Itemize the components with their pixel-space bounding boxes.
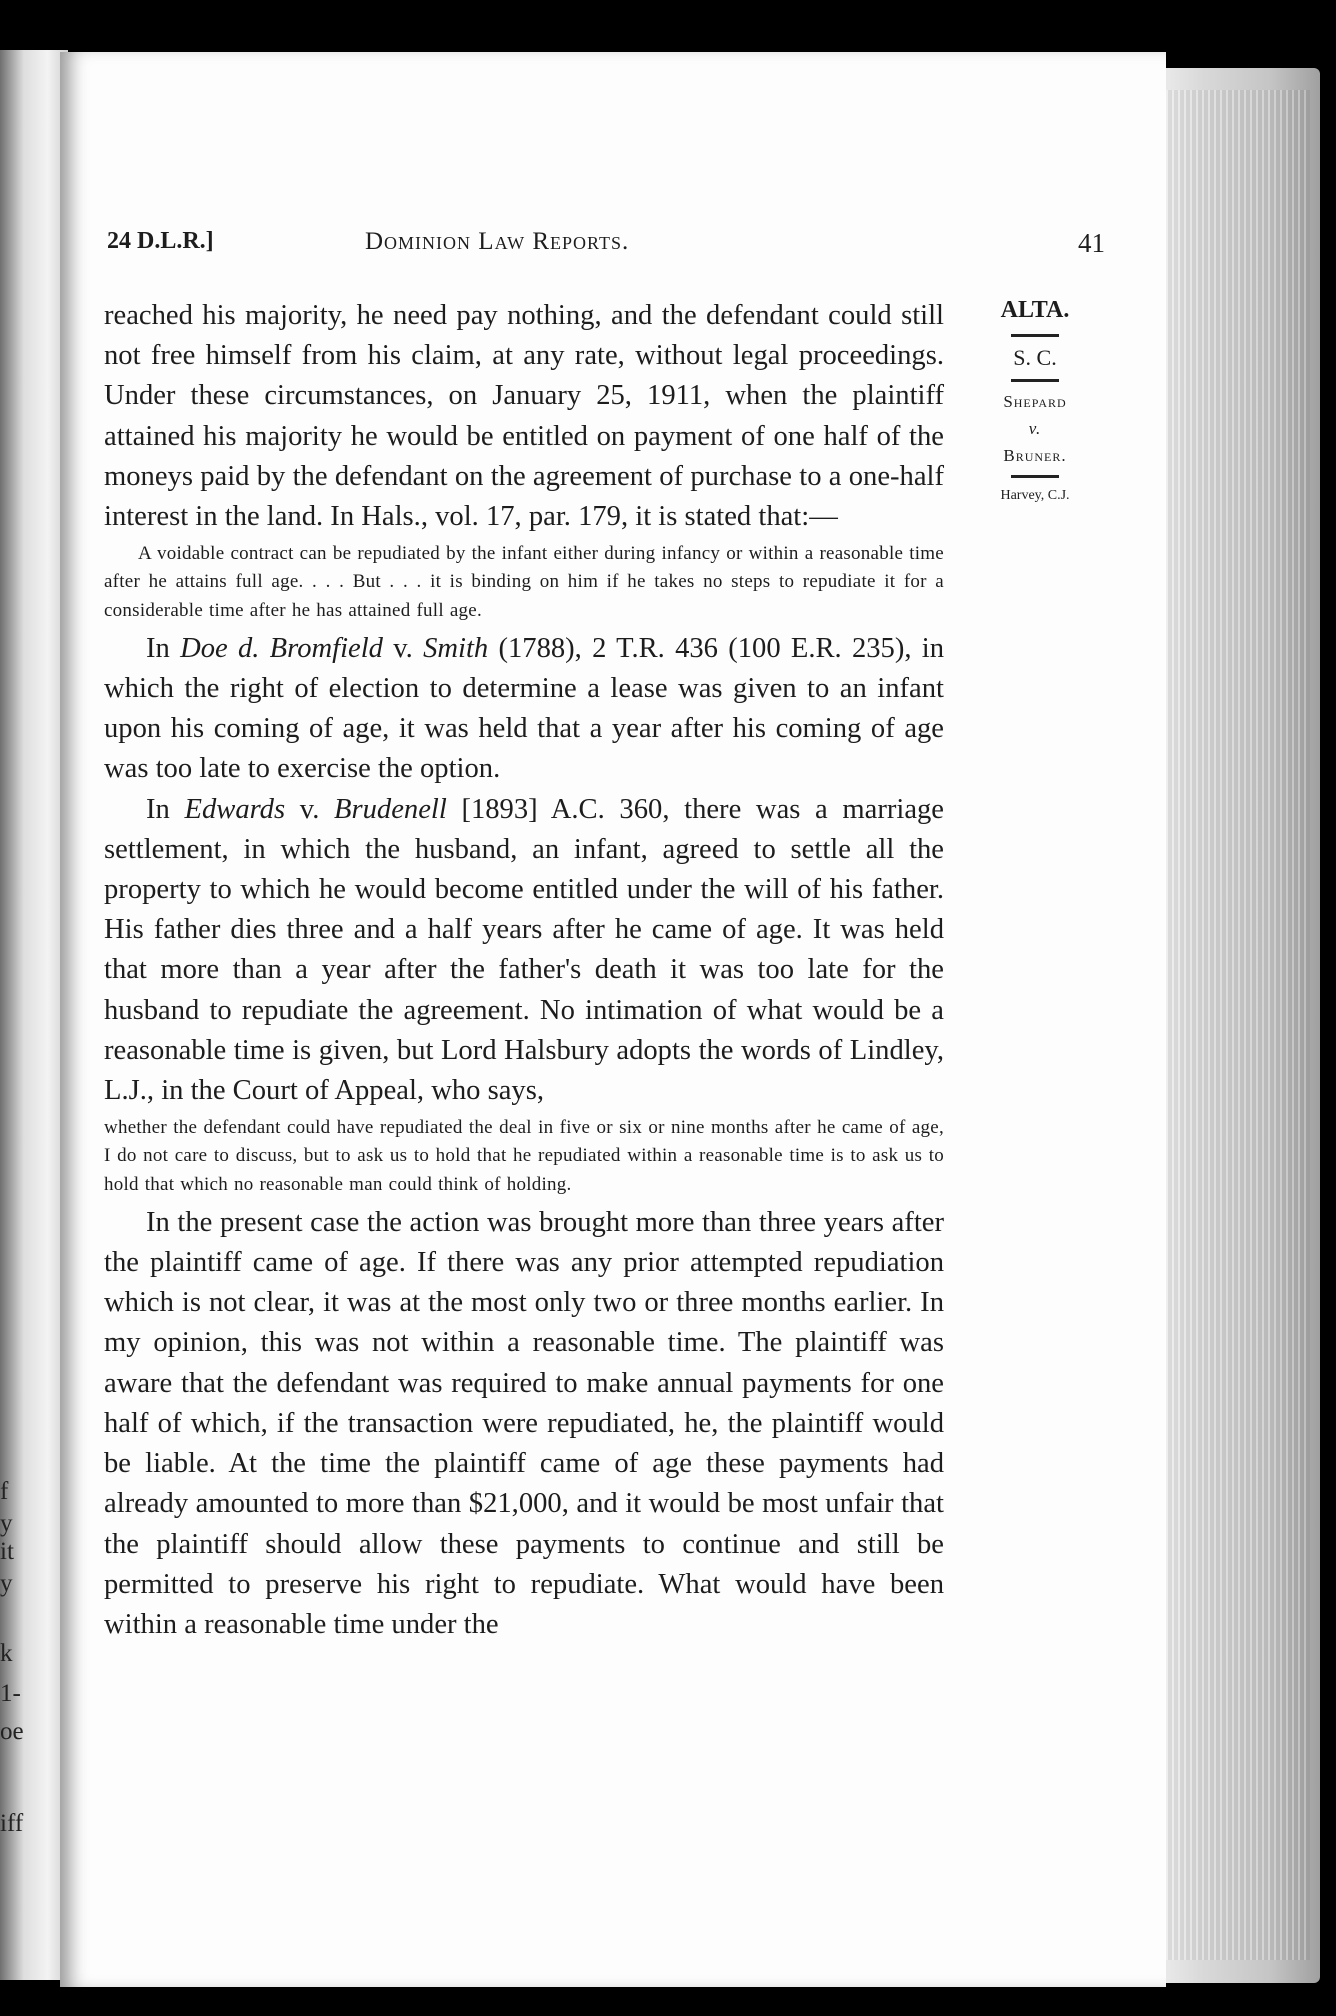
paragraph-text: In <box>146 632 181 664</box>
paragraph-text: (1788), 2 T.R. 436 (100 E.R. 235), in which the right of election to determine a lease was given to an infant upon his coming of age, it was held that a year after his coming of age was too late to exercise the option. <box>104 632 945 785</box>
province-label: ALTA. <box>1000 297 1070 323</box>
page-header <box>107 228 1105 268</box>
case-name: Doe d. Bromfield <box>180 632 383 664</box>
book-page-edge-texture <box>1160 90 1310 1960</box>
paragraph: reached his majority, he need pay nothing, and the defendant could still not free himself from his claim, at any rate, without legal proceedings. Under these circumstances, on January 25, 1911, when the plaintiff attained his majority he would be entitled on payment of one half of the moneys paid by the defendant on the agreement of purchase to a one-half interest in the land. In Hals., vol. 17, par. 179, it is stated that:— <box>104 300 944 533</box>
sidebar-rule <box>1011 475 1059 478</box>
versus-text: v. <box>382 632 424 664</box>
block-quote: whether the defendant could have repudiated the deal in five or six or nine months after he came of age, I do not care to discuss, but to ask us to hold that he repudiated within a reasonable time is to ask us to hold that which no reasonable man could think of holding. <box>104 1117 944 1195</box>
versus-text: v. <box>285 793 335 825</box>
paragraph <box>104 629 944 790</box>
paragraph-text: [1893] A.C. 360, there was a marriage settlement, in which the husband, an infant, agreed to settle all the property to which he would become entitled under the will of his father. His father dies three and a half years after he came of age. It was held that more than a year after the father's death it was too late for the husband to repudiate the agreement. No intimation of what would be a reasonable time is given, but Lord Halsbury adopts the words of Lindley, L.J., in the Court of Appeal, who says, <box>104 793 945 1107</box>
previous-page-fragment: it <box>0 1538 14 1565</box>
previous-page-fragment: iff <box>0 1810 24 1837</box>
case-name: Edwards <box>184 793 286 825</box>
marginal-note <box>972 292 1098 508</box>
sidebar-rule <box>1011 334 1059 337</box>
judge-label: Harvey, C.J. <box>1000 488 1070 503</box>
previous-page-fragment: f <box>0 1478 9 1505</box>
volume-reference: 24 D.L.R.] <box>107 228 214 254</box>
sidebar-rule <box>1011 379 1059 382</box>
paragraph-text: In <box>146 793 185 825</box>
block-quote: A voidable contract can be repudiated by the infant either during infancy or within a reasonable time after he attains full age. . . . But . . . it is binding on him if he takes no steps to repudiate it for a considerable time after he has attained full age. <box>104 543 944 621</box>
running-title: Dominion Law Reports. <box>365 228 630 255</box>
case-name: Smith <box>423 632 489 664</box>
judgment-text <box>104 296 944 1645</box>
previous-page-fragment: y <box>0 1570 13 1597</box>
previous-page-fragment: y <box>0 1510 13 1537</box>
case-name: Brudenell <box>334 793 447 825</box>
paragraph <box>104 790 944 1112</box>
case-party-plaintiff: Shepard <box>1003 392 1067 411</box>
versus-text: v. <box>1028 419 1042 438</box>
page-number: 41 <box>1078 228 1105 258</box>
previous-page-fragment: oe <box>0 1718 24 1745</box>
previous-page-fragment: 1- <box>0 1680 21 1707</box>
paragraph: In the present case the action was brought more than three years after the plaintiff came of age. If there was any prior attempted repudiation which is not clear, it was at the most only two or three months earlier. In my opinion, this was not within a reasonable time. The plaintiff was aware that the defendant was required to make annual payments for one half of which, if the transaction were repudiated, he, the plaintiff would be liable. At the time the plaintiff came of age these payments had already amounted to more than $21,000, and it would be most unfair that the plaintiff should allow these payments to continue and still be permitted to preserve his right to repudiate. What would have been within a reasonable time under the <box>104 1206 944 1640</box>
previous-page-fragment: k <box>0 1640 13 1667</box>
court-label: S. C. <box>1013 345 1057 370</box>
case-party-defendant: Bruner. <box>1003 446 1067 465</box>
case-versus <box>972 415 1098 442</box>
